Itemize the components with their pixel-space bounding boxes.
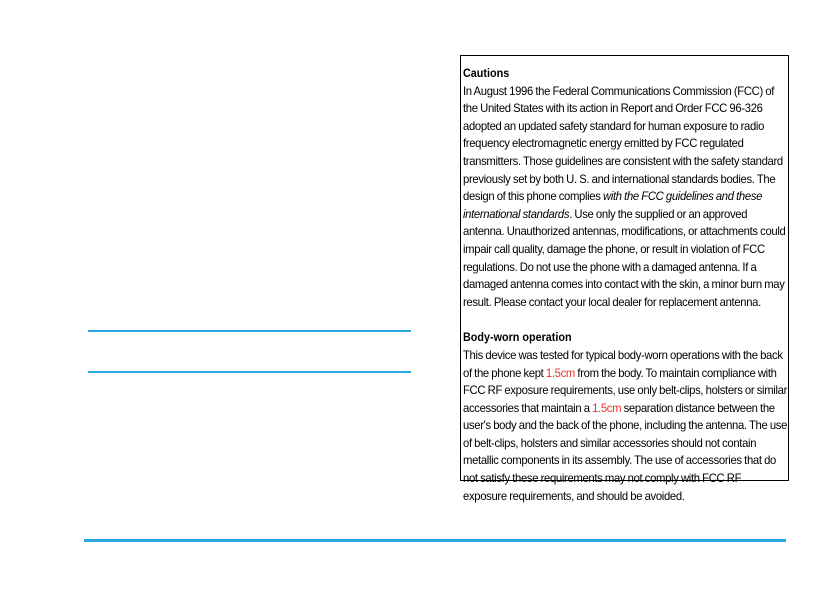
divider-top	[88, 330, 411, 332]
body-worn-text-3: separation distance between the user's body and the back of the phone, including the antenna. The use of belt-clips, holsters and similar accessories should not contain metallic components in its assembly. The use of accessories that do not satisfy these requirements may not comply with FCC RF exposure requirements, and should be avoided.	[463, 400, 788, 503]
page-footer-rule	[84, 539, 786, 542]
cautions-heading: Cautions	[463, 66, 510, 80]
fcc-notice-box	[460, 55, 789, 503]
body-worn-text-2: from the body. To maintain compliance with FCC RF exposure requirements, use only belt-clips, holsters or similar accessories that maintain a	[463, 365, 788, 415]
cautions-text-italic: with the FCC guidelines and these international standards	[463, 189, 763, 221]
cautions-text-2: . Use only the supplied or an approved antenna. Unauthorized antennas, modifications, or attachments could impair call quality, damage the phone, or result in violation of FCC regulations. Do not use the phone with a damaged antenna. If a damaged antenna comes into contact with the skin, a minor burn may result. Please contact your local dealer for replacement antenna.	[463, 206, 786, 309]
distance-value-2: 1.5cm	[592, 400, 622, 415]
cautions-paragraph	[463, 83, 787, 312]
body-worn-heading: Body-worn operation	[463, 330, 572, 345]
body-worn-text-1: This device was tested for typical body-worn operations with the back of the phone kept	[463, 347, 783, 380]
cautions-text-1: In August 1996 the Federal Communications Commission (FCC) of the United States with its action in Report and Order FCC 96-326 adopted an updated safety standard for human exposure to radio frequency electromagnetic energy emitted by FCC regulated transmitters. Those guidelines are consistent with the safety standard previously set by both U. S. and international standards bodies. The design of this phone complies	[463, 83, 783, 204]
divider-bottom	[88, 371, 411, 373]
distance-value-1: 1.5cm	[545, 365, 575, 380]
body-worn-paragraph	[463, 347, 787, 505]
section-gap	[463, 311, 786, 329]
